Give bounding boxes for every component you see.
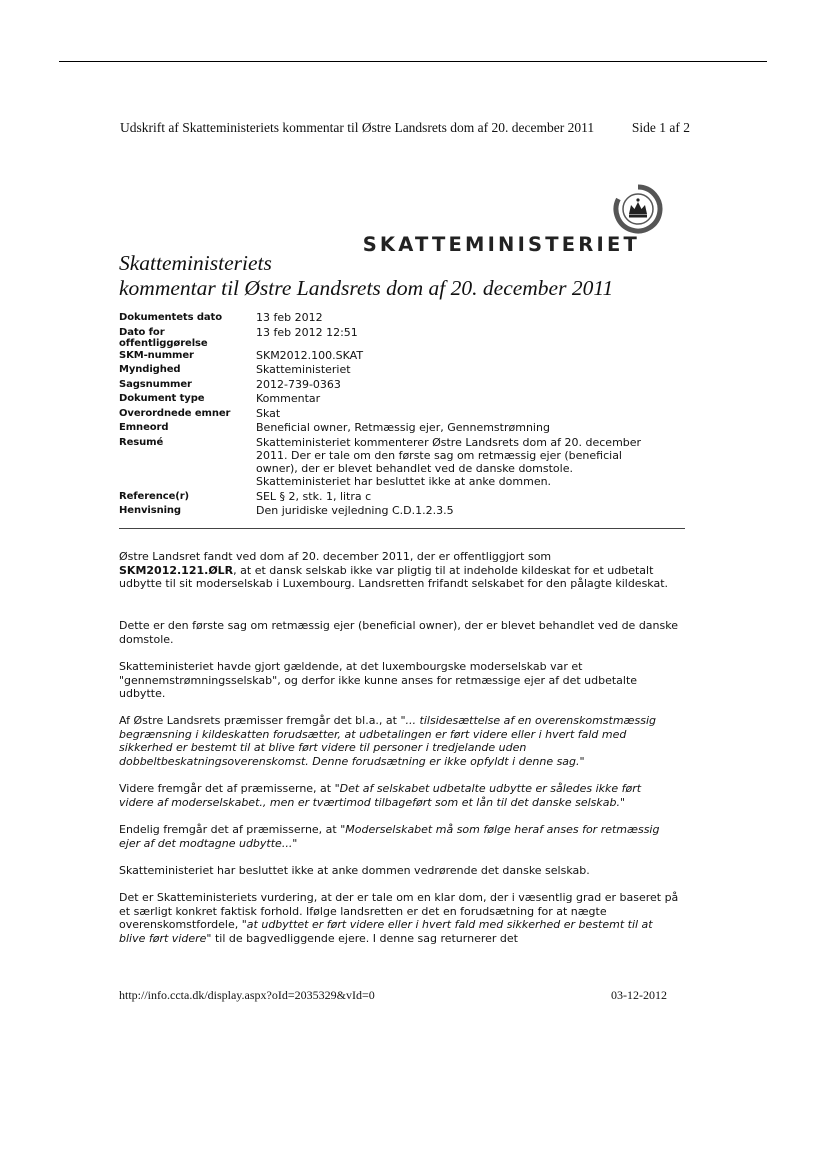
paragraph-2 (119, 619, 679, 646)
meta-row-reference (119, 490, 679, 505)
meta-row-resume (119, 436, 679, 488)
meta-value (256, 504, 679, 519)
meta-value: SEL § 2, stk. 1, litra c (256, 489, 372, 503)
meta-key: Dokumentets dato (119, 312, 222, 323)
meta-row-sagsnummer (119, 378, 679, 393)
meta-key: Myndighed (119, 364, 181, 375)
metadata-table (119, 311, 679, 519)
skm-reference-link[interactable]: SKM2012.121.ØLR (119, 563, 234, 577)
top-rule (59, 61, 767, 62)
metadata-divider (119, 528, 685, 529)
paragraph-1 (119, 550, 679, 591)
print-header-title: Udskrift af Skatteministeriets kommentar til Østre Landsrets dom af 20. december 2011 (120, 120, 595, 135)
henvisning-link[interactable]: Den juridiske vejledning C.D.1.2.3.5 (256, 504, 454, 517)
paragraph-text: Østre Landsret fandt ved dom af 20. december 2011, der er offentliggjort som (119, 550, 552, 563)
meta-value: Skat (256, 406, 281, 420)
paragraph-3 (119, 660, 679, 701)
meta-value: SKM2012.100.SKAT (256, 348, 364, 362)
meta-key: SKM-nummer (119, 349, 194, 361)
meta-key: Emneord (119, 422, 169, 433)
paragraph-7 (119, 864, 679, 878)
quote-text: "Moderselskabet må som følge heraf anses for retmæssig ejer af det modtagne udbytte..." (119, 823, 660, 850)
meta-key: Dokument type (119, 393, 205, 404)
paragraph-text: Dette er den første sag om retmæssig ejer (beneficial owner), der er blevet behandlet ved de danske domstole. (119, 619, 678, 646)
paragraph-5 (119, 782, 679, 809)
meta-key: Dato for offentliggørelse (119, 326, 208, 349)
paragraph-text: " (579, 754, 585, 768)
meta-value: Kommentar (256, 392, 321, 405)
paragraph-text: Af Østre Landsrets præmisser fremgår det bl.a., at " (119, 714, 406, 727)
meta-key: Sagsnummer (119, 378, 192, 390)
meta-row-emneord (119, 421, 679, 436)
meta-key: Reference(r) (119, 490, 190, 502)
quote-text: ... tilsidesættelse af en overenskomstmæssig begrænsning i kildeskatten forudsætter, at udbetalingen er ført videre eller i hvert fald med sikkerhed er bestemt til at blive ført videre til personer i tredjelande uden dobbeltbeskatningsoverenskomst. Denne forudsætning er ikke opfyldt i denne sag. (119, 714, 656, 768)
document-title-line-2: kommentar til Østre Landsrets dom af 20. december 2011 (119, 276, 614, 300)
footer-date: 03-12-2012 (611, 988, 667, 1002)
meta-value: 13 feb 2012 (256, 311, 323, 324)
logo-wordmark: SKATTEMINISTERIET (362, 233, 640, 256)
meta-row-dato (119, 311, 679, 326)
meta-value: 13 feb 2012 12:51 (256, 325, 358, 339)
document-title-line-1: Skatteministeriets (119, 251, 272, 275)
paragraph-4 (119, 714, 679, 768)
paragraph-text: til de bagvedliggende ejere. I denne sag returnerer det (211, 931, 518, 945)
paragraph-text: Skatteministeriet har besluttet ikke at anke dommen vedrørende det danske selskab. (119, 864, 590, 877)
paragraph-6 (119, 823, 679, 850)
paragraph-text: Videre fremgår det af præmisserne, at (119, 782, 335, 795)
meta-row-myndighed (119, 363, 679, 378)
meta-value: Skatteministeriet (256, 363, 351, 376)
crown-emblem-icon (612, 183, 664, 235)
paragraph-8 (119, 891, 679, 945)
meta-row-skm (119, 349, 679, 364)
meta-row-type (119, 392, 679, 407)
meta-row-overordnede (119, 407, 679, 422)
meta-key: Henvisning (119, 505, 181, 516)
meta-value: 2012-739-0363 (256, 377, 341, 391)
meta-row-offentliggoerelse (119, 326, 679, 349)
meta-key: Overordnede emner (119, 407, 231, 419)
document-title (119, 251, 679, 301)
quote-text: "Det af selskabet udbetalte udbytte er således ikke ført videre af moderselskabet., men er tværtimod tilbageført som et lån til det danske selskab." (119, 782, 642, 809)
page-indicator: Side 1 af 2 (631, 120, 690, 135)
paragraph-text: Endelig fremgår det af præmisserne, at (119, 823, 341, 836)
meta-row-henvisning (119, 504, 679, 519)
paragraph-text: Skatteministeriet havde gjort gældende, at det luxembourgske moderselskab var et "gennemstrømningsselskab", og derfor ikke kunne anses for retmæssige ejer af det udbetalte udbytte. (119, 660, 638, 701)
quote-text: "at udbyttet er ført videre eller i hvert fald med sikkerhed er bestemt til at blive ført videre" (119, 918, 653, 945)
meta-key: Resumé (119, 436, 164, 448)
meta-value: Beneficial owner, Retmæssig ejer, Gennemstrømning (256, 421, 550, 434)
paragraph-text: , at et dansk selskab ikke var pligtig til at indeholde kildeskat for et udbetalt udbytte til sit moderselskab i Luxembourg. Landsretten frifandt selskabet for den pålagte kildeskat. (119, 563, 669, 591)
meta-value: Skatteministeriet kommenterer Østre Landsrets dom af 20. december 2011. Der er tale om den første sag om retmæssig ejer (beneficial owner), der er blevet behandlet ved de danske domstole. Skatteministeriet har besluttet ikke at anke dommen. (256, 435, 642, 488)
paragraph-text: Det er Skatteministeriets vurdering, at der er tale om en klar dom, der i væsentlig grad er baseret på et særligt konkret faktisk forhold. Ifølge landsretten er det en forudsætning for at nægte overenskomstfordele, (119, 891, 679, 932)
print-header (120, 120, 690, 136)
footer-url: http://info.ccta.dk/display.aspx?oId=2035329&vId=0 (119, 988, 375, 1002)
